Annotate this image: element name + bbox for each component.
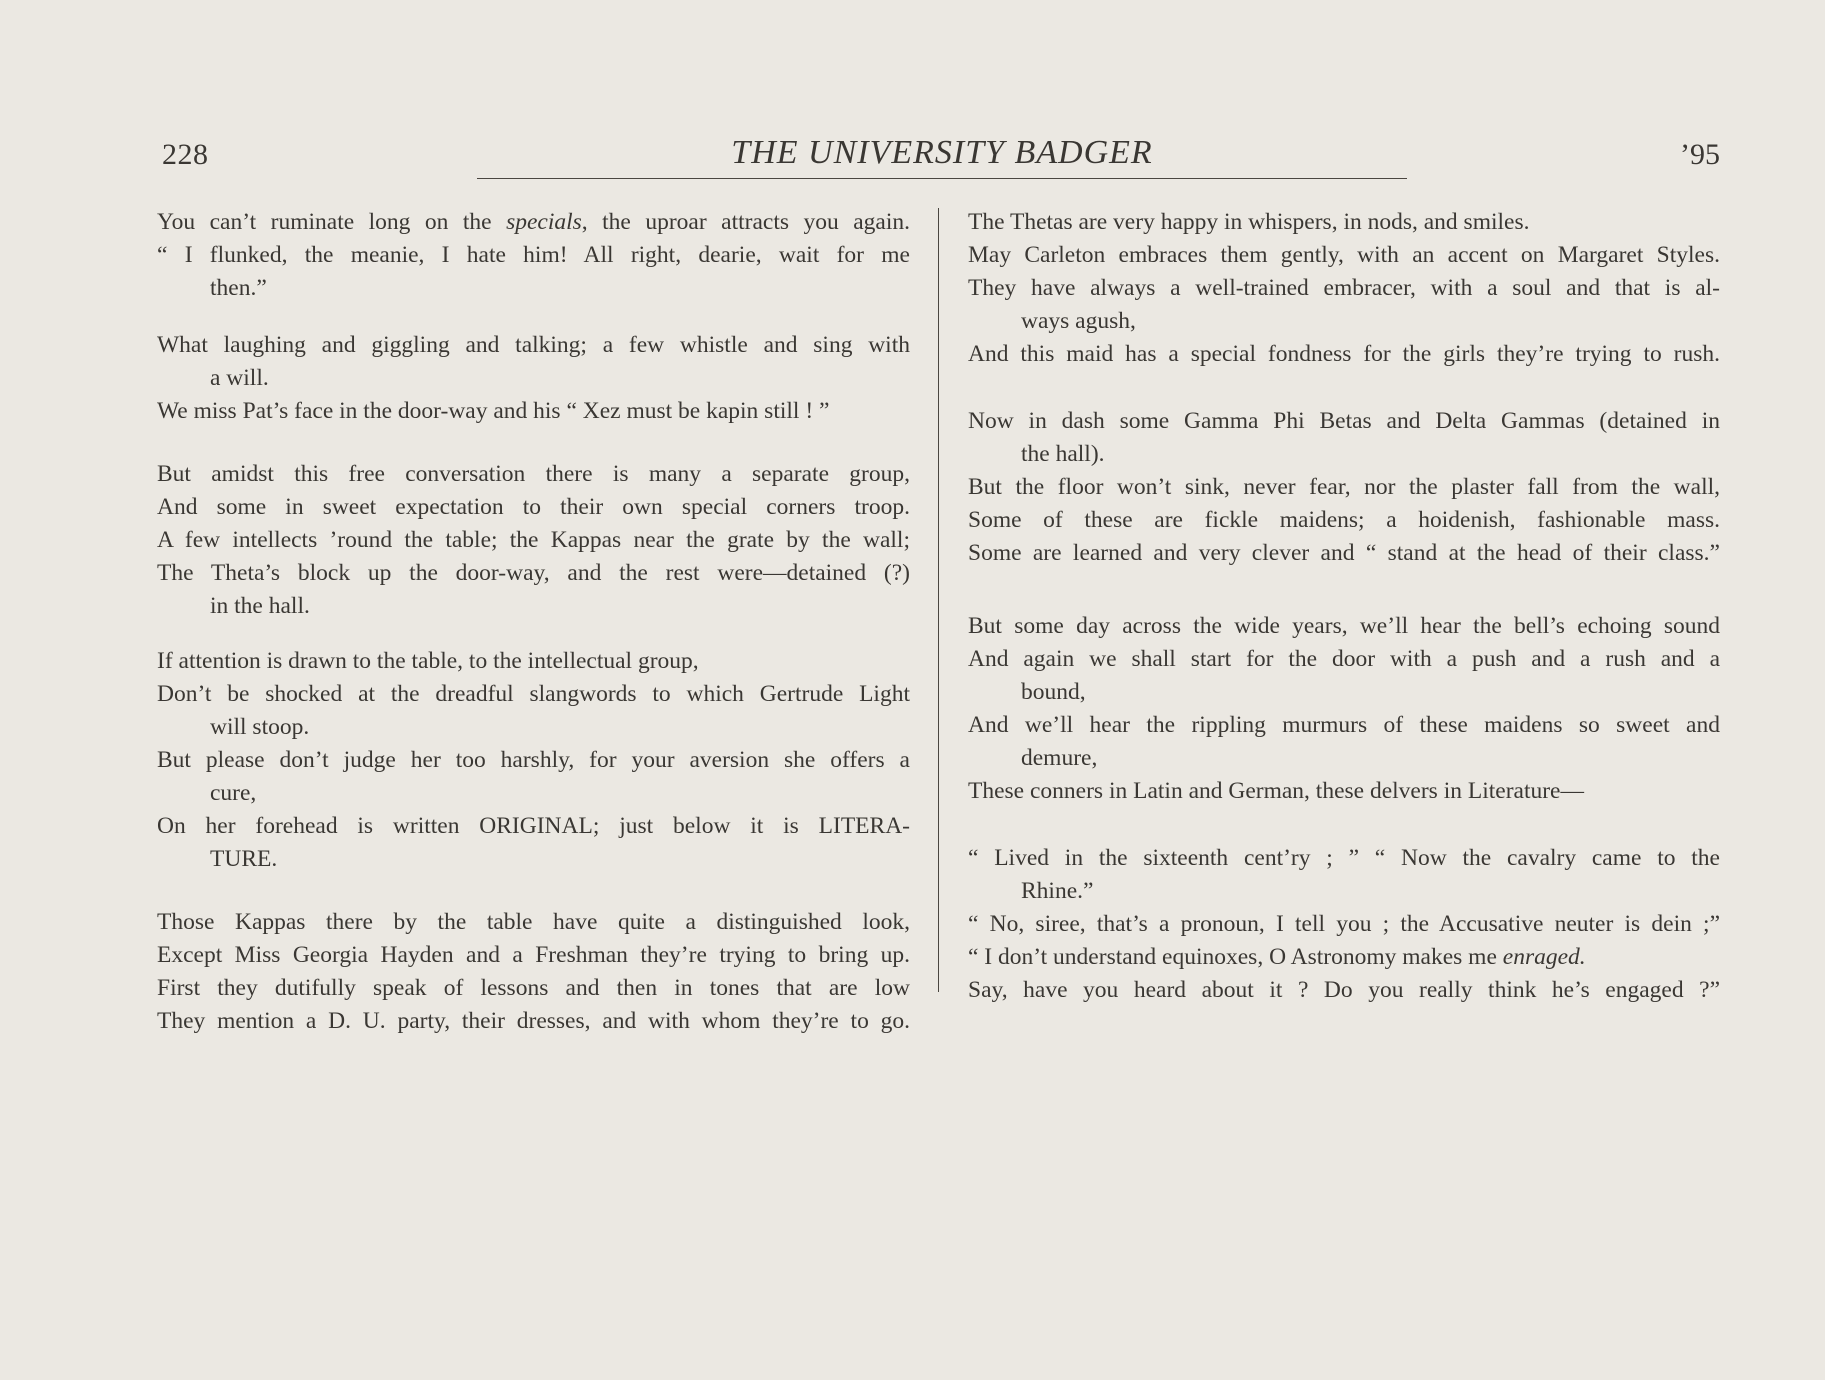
verse-line-continuation: in the hall. — [210, 593, 310, 619]
verse-line: Don’t be shocked at the dreadful slangwords to which Gertrude Light — [157, 681, 910, 707]
stanza — [157, 206, 910, 305]
verse-text: “ I don’t understand equinoxes, O Astronomy makes me — [968, 944, 1503, 970]
verse-line: And again we shall start for the door with a push and a rush and a — [968, 646, 1720, 672]
verse-line: These conners in Latin and German, these delvers in Literature— — [968, 778, 1584, 804]
verse-text: You can’t ruminate long on the — [157, 209, 507, 235]
verse-line-continuation: bound, — [1021, 679, 1086, 705]
verse-line: First they dutifully speak of lessons and then in tones that are low — [157, 975, 910, 1001]
verse-line — [968, 941, 1720, 974]
stanza — [968, 610, 1720, 808]
verse-line-continuation: the hall). — [1021, 441, 1105, 467]
stanza — [968, 405, 1720, 570]
verse-line: A few intellects ’round the table; the Kappas near the grate by the wall; — [157, 527, 910, 553]
verse-line: Except Miss Georgia Hayden and a Freshman they’re trying to bring up. — [157, 942, 910, 968]
stanza — [157, 645, 910, 876]
running-header — [160, 132, 1720, 182]
verse-line-continuation: Rhine.” — [1021, 878, 1094, 904]
stanza — [157, 458, 910, 623]
verse-line-continuation: will stoop. — [210, 714, 310, 740]
verse-line: Some are learned and very clever and “ stand at the head of their class.” — [968, 540, 1720, 566]
right-column — [968, 206, 1720, 1007]
verse-line: And this maid has a special fondness for the girls they’re trying to rush. — [968, 341, 1720, 367]
verse-line: But please don’t judge her too harshly, for your aversion she offers a — [157, 747, 910, 773]
verse-line-continuation: cure, — [210, 780, 257, 806]
column-divider-rule — [938, 208, 939, 992]
stanza — [157, 329, 910, 428]
verse-line: The Theta’s block up the door-way, and the rest were—detained (?) — [157, 560, 910, 586]
verse-line: “ Lived in the sixteenth cent’ry ; ” “ Now the cavalry came to the — [968, 845, 1720, 871]
running-title: THE UNIVERSITY BADGER — [731, 134, 1153, 171]
verse-line: “ No, siree, that’s a pronoun, I tell you ; the Accusative neuter is dein ;” — [968, 911, 1720, 937]
verse-line: But some day across the wide years, we’ll hear the bell’s echoing sound — [968, 613, 1720, 639]
verse-line: But amidst this free conversation there is many a separate group, — [157, 461, 910, 487]
verse-line: And we’ll hear the rippling murmurs of these maidens so sweet and — [968, 712, 1720, 738]
verse-line: Those Kappas there by the table have quite a distinguished look, — [157, 909, 910, 935]
verse-line: They mention a D. U. party, their dresses, and with whom they’re to go. — [157, 1008, 910, 1034]
verse-line-continuation: TURE. — [210, 846, 278, 872]
title-underline-rule — [477, 178, 1407, 179]
verse-line-continuation: then.” — [210, 275, 267, 301]
verse-line-continuation: demure, — [1021, 745, 1098, 771]
stanza — [968, 206, 1720, 371]
verse-italic-text: specials — [506, 209, 582, 235]
verse-line: May Carleton embraces them gently, with an accent on Margaret Styles. — [968, 242, 1720, 268]
verse-line: They have always a well-trained embracer, with a soul and that is al- — [968, 275, 1720, 301]
verse-line: If attention is drawn to the table, to the intellectual group, — [157, 648, 699, 674]
verse-line: On her forehead is written ORIGINAL; just below it is LITERA- — [157, 813, 910, 839]
stanza — [157, 906, 910, 1038]
verse-line: But the floor won’t sink, never fear, nor the plaster fall from the wall, — [968, 474, 1720, 500]
verse-line: “ I flunked, the meanie, I hate him! All right, dearie, wait for me — [157, 242, 910, 268]
verse-line: We miss Pat’s face in the door-way and his “ Xez must be kapin still ! ” — [157, 398, 830, 424]
verse-line: Now in dash some Gamma Phi Betas and Delta Gammas (detained in — [968, 408, 1720, 434]
verse-line: What laughing and giggling and talking; a few whistle and sing with — [157, 332, 910, 358]
left-column — [157, 206, 910, 1038]
stanza — [968, 842, 1720, 1007]
page-number: 228 — [162, 138, 209, 171]
verse-line-continuation: a will. — [210, 365, 269, 391]
verse-line: Say, have you heard about it ? Do you really think he’s engaged ?” — [968, 977, 1720, 1003]
verse-line: And some in sweet expectation to their own special corners troop. — [157, 494, 910, 520]
verse-italic-text: enraged. — [1502, 944, 1586, 970]
verse-line-continuation: ways agush, — [1021, 308, 1136, 334]
verse-line: Some of these are fickle maidens; a hoidenish, fashionable mass. — [968, 507, 1720, 533]
verse-line — [157, 206, 910, 239]
verse-text: , the uproar attracts you again. — [581, 209, 910, 235]
verse-line: The Thetas are very happy in whispers, in nods, and smiles. — [968, 209, 1530, 235]
year-mark: ’95 — [1680, 138, 1720, 171]
